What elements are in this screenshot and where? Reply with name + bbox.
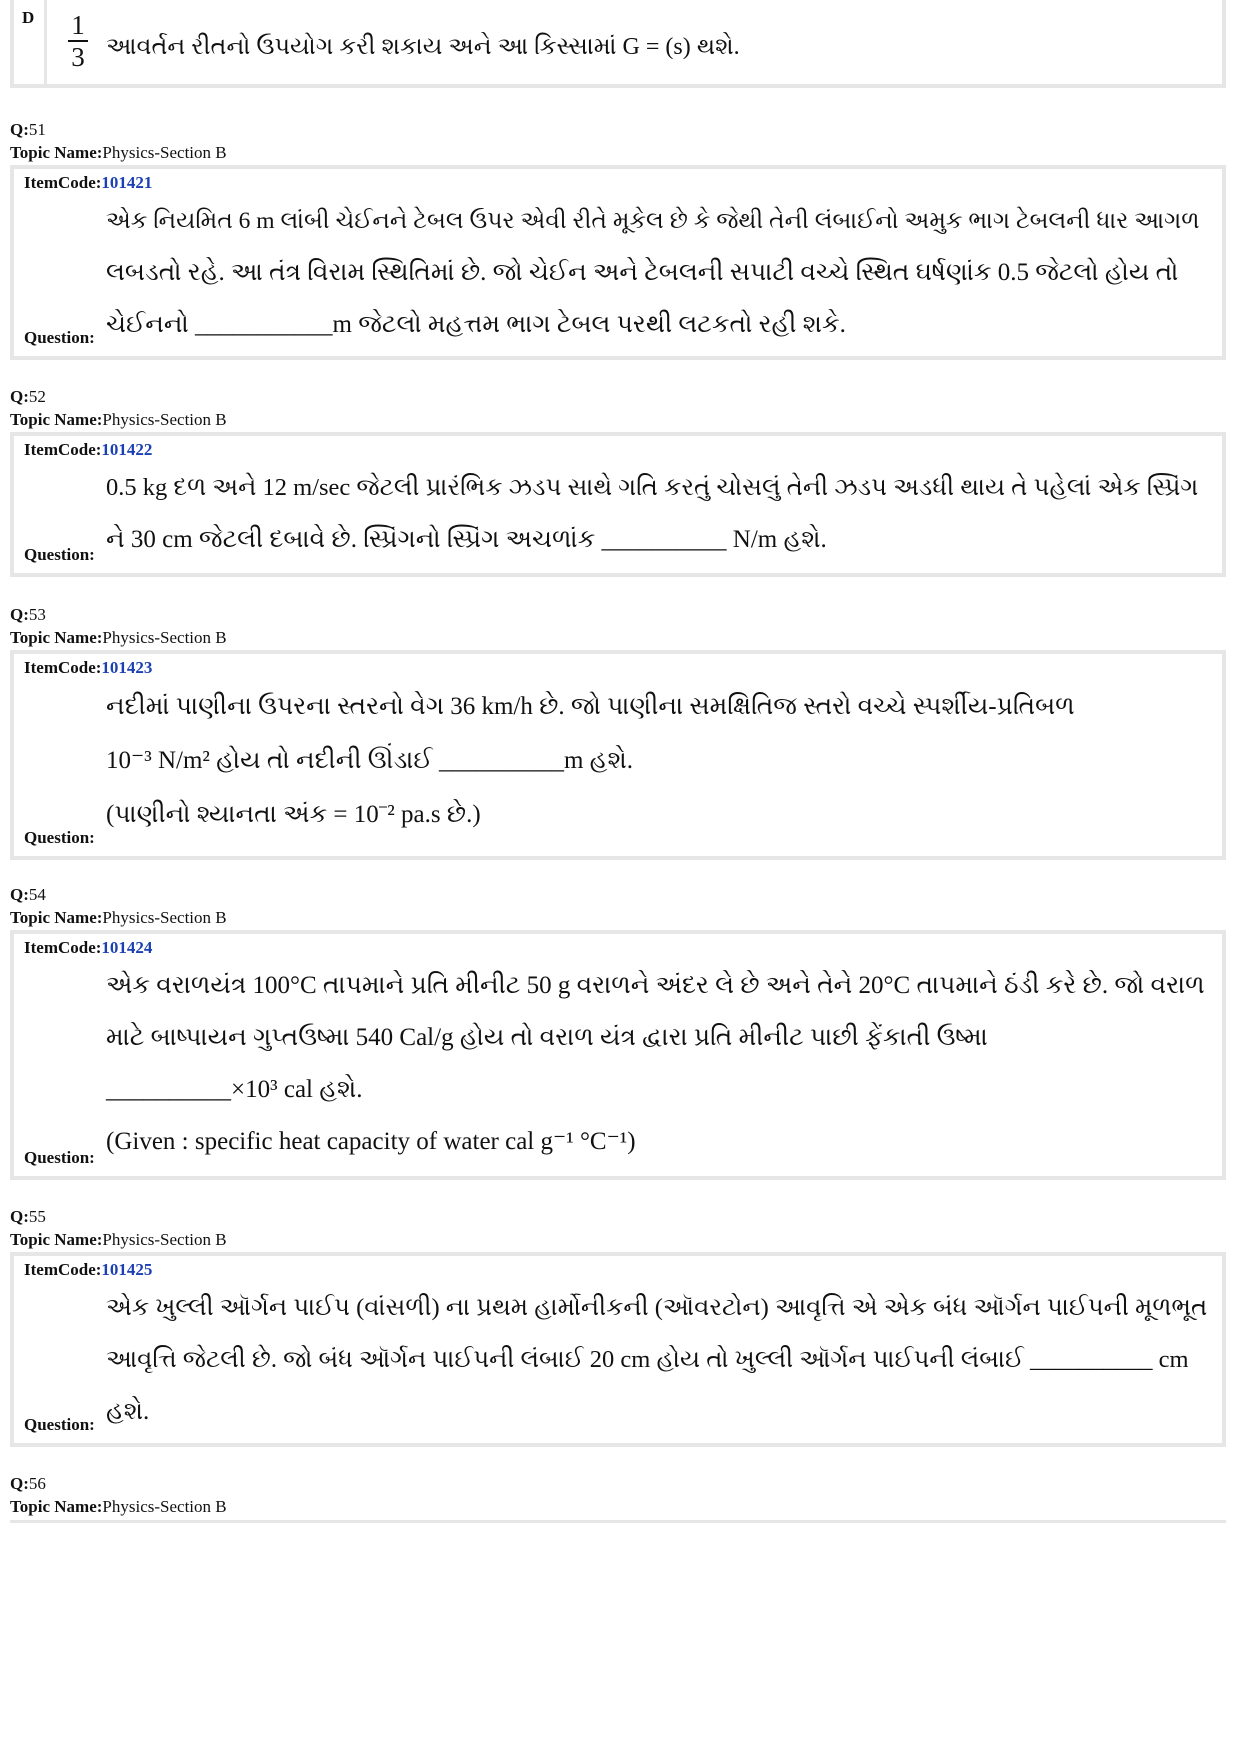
topic-line (10, 1497, 227, 1517)
question-number (10, 387, 46, 407)
question-line: લબડતો રહે. આ તંત્ર વિરામ સ્થિતિમાં છે. જો ચેઈન અને ટેબલની સપાટી વચ્ચે સ્થિત ઘર્ષણાંક 0.5 જેટલો હોય તો (106, 259, 1179, 286)
question-label: Question: (24, 828, 95, 847)
question-text (106, 960, 1208, 1168)
question-number (10, 605, 46, 625)
topic-label: Topic Name: (10, 143, 103, 162)
question-box (10, 930, 1226, 1180)
topic-label: Topic Name: (10, 410, 103, 429)
question-label: Question: (24, 1148, 95, 1167)
question-text (106, 462, 1208, 566)
q-prefix: Q: (10, 1474, 29, 1493)
question-line: હશે. (106, 1398, 150, 1425)
option-text: આવર્તન રીતનો ઉપયોગ કરી શકાય અને આ કિસ્સામાં G = (s) થશે. (106, 34, 740, 60)
question-number (10, 885, 46, 905)
option-letter: D (22, 8, 35, 27)
question-number (10, 120, 46, 140)
topic-label: Topic Name: (10, 628, 103, 647)
item-label: ItemCode: (24, 440, 102, 459)
q-prefix: Q: (10, 605, 29, 624)
topic-label: Topic Name: (10, 1230, 103, 1249)
question-label: Question: (24, 545, 95, 564)
question-text (106, 195, 1208, 351)
question-line: માટે બાષ્પાયન ગુપ્તઉષ્મા 540 Cal/g હોય તો વરાળ યંત્ર દ્વારા પ્રતિ મીનીટ પાછી ફેંકાતી ઉષ્મા (106, 1024, 988, 1051)
item-label: ItemCode: (24, 1260, 102, 1279)
q-number: 55 (28, 1207, 46, 1226)
question-box (10, 650, 1226, 860)
topic-line (10, 1230, 227, 1250)
item-code (24, 440, 152, 460)
q-number: 56 (28, 1474, 46, 1493)
question-box (10, 1252, 1226, 1447)
topic-value: Physics-Section B (102, 628, 227, 647)
q-prefix: Q: (10, 1207, 29, 1226)
question-line: ચેઈનનો ___________m જેટલો મહત્તમ ભાગ ટેબલ પરથી લટકતો રહી શકે. (106, 311, 846, 338)
topic-value: Physics-Section B (102, 908, 227, 927)
q-number: 53 (28, 605, 46, 624)
question-number (10, 1207, 46, 1227)
question-line: ને 30 cm જેટલી દબાવે છે. સ્પ્રિંગનો સ્પ્રિંગ અચળાંક __________ N/m હશે. (106, 526, 827, 553)
question-line: 10⁻³ N/m² હોય તો નદીની ઊંડાઈ __________m હશે. (106, 747, 633, 774)
question-line: એક ખુલ્લી ઑર્ગન પાઈપ (વાંસળી) ના પ્રથમ હાર્મોનીકની (ઑવરટોન) આવૃત્તિ એ એક બંધ ઑર્ગન પાઈપની મૂળભૂત (106, 1294, 1208, 1321)
question-label: Question: (24, 328, 95, 347)
item-label: ItemCode: (24, 938, 102, 957)
q-number: 51 (28, 120, 46, 139)
topic-value: Physics-Section B (102, 1230, 227, 1249)
fraction-numerator: 1 (71, 10, 85, 40)
question-line: __________×10³ cal હશે. (106, 1076, 363, 1103)
question-box (10, 165, 1226, 360)
question-label: Question: (24, 1415, 95, 1434)
q-number: 54 (28, 885, 46, 904)
topic-value: Physics-Section B (102, 410, 227, 429)
item-code (24, 1260, 152, 1280)
q-prefix: Q: (10, 885, 29, 904)
q-prefix: Q: (10, 387, 29, 406)
fraction-denominator: 3 (71, 42, 85, 72)
question-line: (Given : specific heat capacity of water cal g⁻¹ °C⁻¹) (106, 1128, 636, 1155)
topic-value: Physics-Section B (102, 143, 227, 162)
fraction (66, 10, 90, 72)
option-divider (44, 0, 47, 84)
question-line: એક નિયમિત 6 m લાંબી ચેઈનને ટેબલ ઉપર એવી રીતે મૂકેલ છે કે જેથી તેની લંબાઈનો અમુક ભાગ ટેબલની ધાર આગળ (106, 208, 1200, 234)
topic-line (10, 908, 227, 928)
item-code (24, 938, 152, 958)
question-line: 0.5 kg દળ અને 12 m/sec જેટલી પ્રારંભિક ઝડપ સાથે ગતિ કરતું ચોસલું તેની ઝડપ અડધી થાય તે પહેલાં એક સ્પ્રિંગ (106, 474, 1199, 501)
topic-value: Physics-Section B (102, 1497, 227, 1516)
item-code-value: 101422 (101, 440, 153, 459)
question-number (10, 1474, 46, 1494)
question-line: નદીમાં પાણીના ઉપરના સ્તરનો વેગ 36 km/h છે. જો પાણીના સમક્ષિતિજ સ્તરો વચ્ચે સ્પર્શીય-પ્રતિબળ (106, 693, 1075, 720)
item-code-value: 101425 (101, 1260, 153, 1279)
question-text (106, 1282, 1208, 1438)
topic-line (10, 628, 227, 648)
item-code-value: 101424 (101, 938, 153, 957)
topic-label: Topic Name: (10, 908, 103, 927)
topic-line (10, 143, 227, 163)
item-code (24, 173, 152, 193)
item-code-value: 101423 (101, 658, 153, 677)
q-prefix: Q: (10, 120, 29, 139)
item-label: ItemCode: (24, 658, 102, 677)
section-divider (10, 1520, 1226, 1523)
q-number: 52 (28, 387, 46, 406)
item-code (24, 658, 152, 678)
question-line: એક વરાળયંત્ર 100°C તાપમાને પ્રતિ મીનીટ 50 g વરાળને અંદર લે છે અને તેને 20°C તાપમાને ઠંડી કરે છે. જો વરાળ (106, 972, 1205, 999)
question-box (10, 432, 1226, 577)
item-code-value: 101421 (101, 173, 153, 192)
question-text (106, 680, 1208, 842)
question-line: આવૃત્તિ જેટલી છે. જો બંધ ઑર્ગન પાઈપની લંબાઈ 20 cm હોય તો ખુલ્લી ઑર્ગન પાઈપની લંબાઈ __________ cm (106, 1346, 1189, 1373)
topic-line (10, 410, 227, 430)
item-label: ItemCode: (24, 173, 102, 192)
topic-label: Topic Name: (10, 1497, 103, 1516)
option-d-box (10, 0, 1226, 88)
question-line: (પાણીનો શ્યાનતા અંક = 10⁻² pa.s છે.) (106, 801, 481, 828)
